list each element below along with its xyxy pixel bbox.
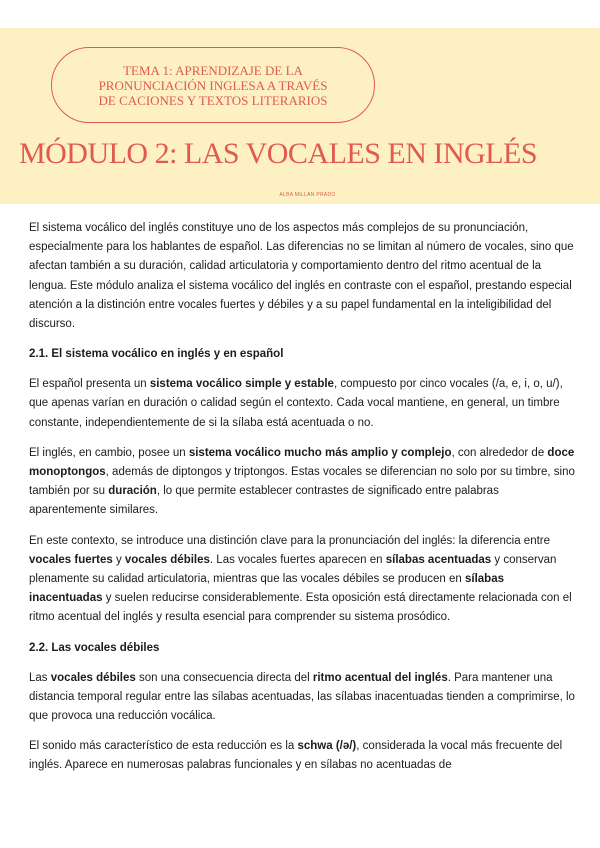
text-run: El sonido más característico de esta reducción es la bbox=[29, 740, 298, 753]
text-run: , considerada la vocal más frecuente del inglés. Aparece en numerosas palabras funcionales y en sílabas no acentuadas de bbox=[29, 740, 563, 772]
text-run: , además de diptongos y triptongos. Estas vocales se diferencian no solo por su timbre, sino también por su bbox=[29, 466, 575, 498]
bold-text: sílabas inacentuadas bbox=[29, 573, 504, 605]
header-banner bbox=[0, 28, 600, 204]
text-run: El español presenta un bbox=[29, 378, 150, 391]
topic-line: PRONUNCIACIÓN INGLESA A TRAVÉS bbox=[98, 77, 328, 93]
paragraph bbox=[29, 375, 577, 433]
text-run: , con alrededor de bbox=[451, 446, 548, 459]
document-body bbox=[29, 219, 577, 787]
bold-text: sistema vocálico simple y estable bbox=[149, 378, 334, 391]
text-run: , lo que permite establecer contrastes de significado entre palabras aparentemente similares. bbox=[29, 485, 499, 517]
bold-text: vocales débiles bbox=[50, 671, 136, 684]
bold-text: doce monoptongos bbox=[29, 446, 575, 479]
bold-text: schwa (/ə/) bbox=[297, 740, 357, 753]
paragraph bbox=[29, 532, 577, 628]
intro-paragraph: El sistema vocálico del inglés constituye uno de los aspectos más complejos de su pronunciación, especialmente para los hablantes de español. Las diferencias no se limitan al número de vocales, sino que afectan también a su duración, calidad articulatoria y comportamiento dentro del ritmo acentual de la lengua. Este módulo analiza el sistema vocálico del inglés en contraste con el español, prestando especial atención a la distinción entre vocales fuertes y débiles y a su papel fundamental en la inteligibilidad del discurso. bbox=[29, 222, 574, 331]
bold-text: vocales fuertes bbox=[29, 553, 113, 566]
text-run: , compuesto por cinco vocales (/a, e, i, o, u/), que apenas varían en duración o calidad según el contexto. Cada vocal mantiene, en general, un timbre constante, independientemente de si la sílaba está acentuada o no. bbox=[29, 378, 563, 429]
text-run: y conservan plenamente su calidad articulatoria, mientras que las vocales débiles se producen en bbox=[29, 553, 557, 586]
text-run: En este contexto, se introduce una distinción clave para la pronunciación del inglés: la diferencia entre bbox=[29, 534, 551, 547]
bold-text: duración bbox=[108, 485, 157, 498]
topic-line: TEMA 1: APRENDIZAJE DE LA bbox=[123, 62, 303, 78]
text-run: Las bbox=[29, 671, 51, 684]
bold-text: ritmo acentual del inglés bbox=[312, 671, 448, 684]
bold-text: sílabas acentuadas bbox=[385, 553, 492, 566]
text-run: . Las vocales fuertes aparecen en bbox=[209, 553, 386, 566]
section-heading: 2.1. El sistema vocálico en inglés y en español bbox=[29, 348, 284, 361]
bold-text: sistema vocálico mucho más amplio y complejo bbox=[188, 446, 452, 459]
text-run: y bbox=[112, 553, 125, 566]
text-run: . Para mantener una distancia temporal regular entre las sílabas acentuadas, las sílabas inacentuadas tienden a comprimirse, lo que provoca una reducción vocálica. bbox=[29, 671, 575, 723]
bold-text: vocales débiles bbox=[124, 553, 210, 566]
module-title: MÓDULO 2: LAS VOCALES EN INGLÉS bbox=[18, 137, 538, 170]
section-heading: 2.2. Las vocales débiles bbox=[29, 641, 160, 654]
paragraph bbox=[29, 669, 577, 727]
text-run: son una consecuencia directa del bbox=[135, 671, 313, 684]
author-name: ALBA MILLÁN PRADO bbox=[279, 192, 336, 198]
paragraph bbox=[29, 444, 577, 521]
text-run: y suelen reducirse considerablemente. Esta oposición está directamente relacionada con el ritmo acentual del inglés y resulta esencial para comprender su sistema prosódico. bbox=[29, 592, 572, 624]
text-run: El inglés, en cambio, posee un bbox=[29, 446, 189, 459]
paragraph bbox=[29, 737, 577, 775]
topic-pill bbox=[51, 47, 375, 123]
topic-line: DE CACIONES Y TEXTOS LITERARIOS bbox=[98, 92, 328, 108]
